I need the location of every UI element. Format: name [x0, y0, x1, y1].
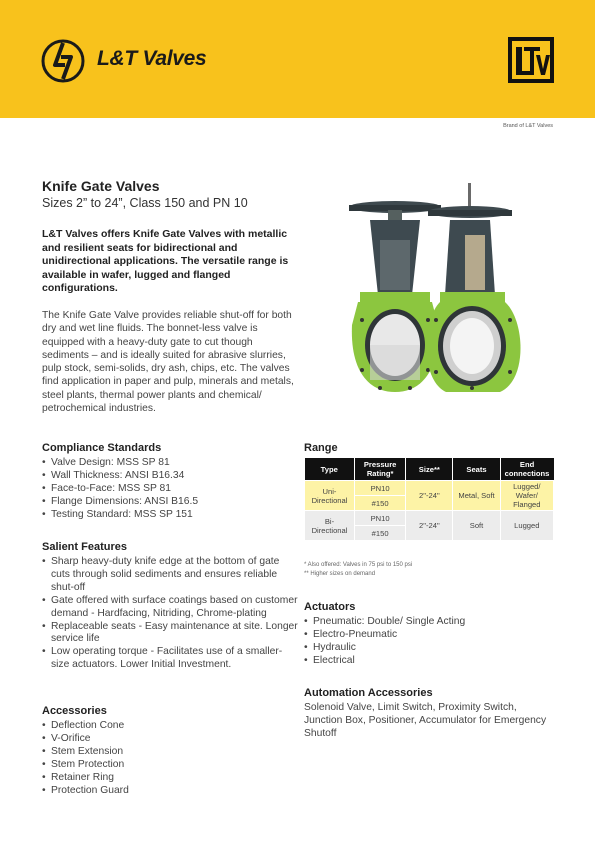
salient-heading: Salient Features: [42, 541, 127, 553]
note-text: ** Higher sizes on demand: [304, 570, 376, 577]
actuators-heading: Actuators: [304, 601, 356, 613]
column-header: Pressure Rating*: [355, 458, 406, 481]
column-header: Size**: [406, 458, 453, 481]
salient-features-section: [42, 541, 298, 672]
range-heading: Range: [304, 442, 338, 454]
list-item: • Gate offered with surface coatings based on customer demand - Hardfacing, Nitriding, Chrome-plating: [42, 595, 298, 621]
table-cell: Lugged: [500, 511, 553, 541]
automation-text: Solenoid Valve, Limit Switch, Proximity Switch, Junction Box, Positioner, Accumulator for Emergency Shutoff: [304, 702, 547, 739]
list-item: • Retainer Ring: [42, 772, 292, 785]
list-item: • Valve Design: MSS SP 81: [42, 457, 302, 470]
range-table: [304, 458, 554, 541]
table-row: [305, 511, 554, 526]
ltv-logo-icon: [508, 37, 554, 83]
list-item: • Stem Extension: [42, 746, 292, 759]
brand-of-label: Brand of L&T Valves: [503, 123, 553, 129]
knife-gate-valve-image: [340, 180, 555, 405]
header-band: [0, 0, 595, 118]
list-item: • V-Orifice: [42, 733, 292, 746]
list-item: • Hydraulic: [304, 642, 554, 655]
compliance-heading: Compliance Standards: [42, 442, 162, 454]
brand-name: L&T Valves: [97, 47, 207, 70]
range-notes: [304, 561, 412, 578]
actuators-section: [304, 601, 554, 668]
list-item: • Electro-Pneumatic: [304, 629, 554, 642]
list-item: • Electrical: [304, 655, 554, 668]
accessories-section: [42, 705, 292, 797]
table-cell: 2"-24": [406, 511, 453, 541]
list-item: • Replaceable seats - Easy maintenance at site. Longer service life: [42, 621, 298, 647]
table-header-row: [305, 458, 554, 481]
page-subtitle: Sizes 2” to 24”, Class 150 and PN 10: [42, 196, 248, 210]
list-item: • Face-to-Face: MSS SP 81: [42, 483, 302, 496]
lead-paragraph: L&T Valves offers Knife Gate Valves with metallic and resilient seats for bidirectional and unidirectional applications. The versatile range is available in wafer, lugged and flanged configurations.: [42, 228, 289, 295]
list-item: • Flange Dimensions: ANSI B16.5: [42, 496, 302, 509]
table-cell: PN10: [355, 511, 406, 526]
compliance-standards-section: [42, 442, 302, 522]
column-header: End connections: [500, 458, 553, 481]
description-paragraph: The Knife Gate Valve provides reliable shut-off for both dry and wet line fluids. The bonnet-less valve is equipped with a heavy-duty gate to cut though sediments – and is ideally suited for abrasive slurries, pulp stock, semi-solids, dry ash, chips, etc. The valves find application in paper and pulp, minerals and metals, steel plants, thermal power plants and chemical/ petrochemical industries.: [42, 310, 294, 415]
page-title: Knife Gate Valves: [42, 178, 160, 194]
list-item: • Deflection Cone: [42, 720, 292, 733]
column-header: Type: [305, 458, 355, 481]
list-item: • Pneumatic: Double/ Single Acting: [304, 616, 554, 629]
list-item: • Protection Guard: [42, 785, 292, 798]
table-cell: #150: [355, 526, 406, 541]
list-item: • Testing Standard: MSS SP 151: [42, 509, 302, 522]
list-item: • Stem Protection: [42, 759, 292, 772]
automation-accessories-section: [304, 687, 556, 741]
table-cell: Uni-Directional: [305, 481, 355, 511]
table-row: [305, 481, 554, 496]
note-text: * Also offered: Valves in 75 psi to 150 psi: [304, 562, 413, 568]
list-item: • Sharp heavy-duty knife edge at the bottom of gate cuts through solid sediments and ensures reliable shut-off: [42, 556, 298, 595]
table-cell: Lugged/ Wafer/ Flanged: [500, 481, 553, 511]
table-cell: #150: [355, 496, 406, 511]
list-item: • Wall Thickness: ANSI B16.34: [42, 470, 302, 483]
column-header: Seats: [453, 458, 500, 481]
table-cell: PN10: [355, 481, 406, 496]
table-cell: Bi-Directional: [305, 511, 355, 541]
list-item: • Low operating torque - Facilitates use of a smaller-size actuators. Lower Initial Investment.: [42, 646, 298, 672]
table-cell: Soft: [453, 511, 500, 541]
automation-heading: Automation Accessories: [304, 687, 433, 699]
table-cell: Metal, Soft: [453, 481, 500, 511]
accessories-heading: Accessories: [42, 705, 107, 717]
lt-logo-icon: [41, 39, 85, 83]
table-cell: 2"-24": [406, 481, 453, 511]
